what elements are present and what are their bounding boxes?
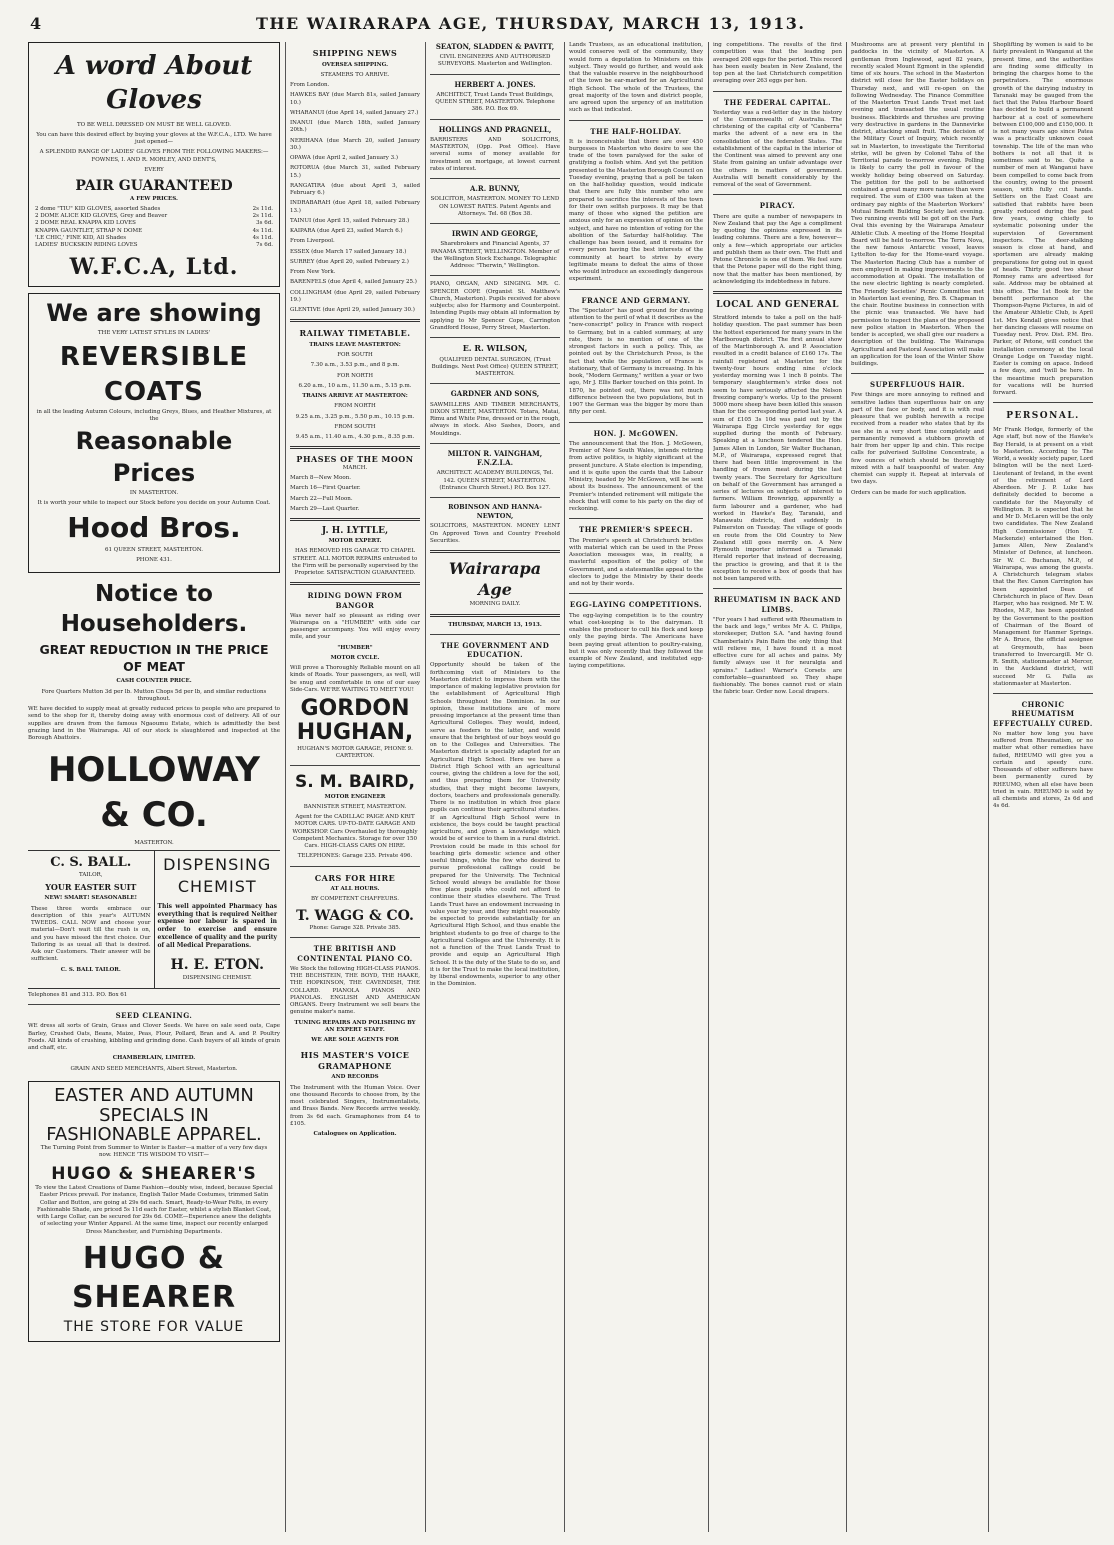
gloves-makers: A SPLENDID RANGE OF LADIES' GLOVES FROM THE FOLLOWING MAKERS:—FOWNES, I. AND R. MORLEY, AND DENT'S, [39, 149, 269, 163]
meat-text: WE have decided to supply meat at greatly reduced prices to people who are prepared to send to the shop for it, thereby doing away with enormous cost of delivery. All of our supplies are drawn from the famous Ngaoumu Estate, which is admittedly the best grazing land in the Wairarapa. All of our stock is slaughtered and inspected at the Borough Abattoirs. [28, 706, 280, 742]
wagg-phone: Phone: Garage 328. Private 385. [309, 925, 401, 932]
price-row [35, 206, 273, 213]
hood-bros-logo: Hood Bros. [67, 511, 241, 545]
wagg-name: T. WAGG & CO. [296, 907, 414, 924]
divider [290, 518, 420, 521]
price-item: KNAPPA GAUNTLET, STRAP N DOME [35, 227, 143, 234]
for-north: FOR NORTH [336, 372, 374, 379]
irwin-sub: Sharebrokers and Financial Agents, 37 PANAMA STREET, WELLINGTON. Member of the Wellington Stock Exchange. Telegraphic Address: "Therwin," Wellington. [430, 241, 560, 270]
price-value: 2s 11d. [252, 213, 273, 220]
news-column [713, 42, 842, 1537]
holloway-logo: HOLLOWAY & CO. [47, 750, 261, 836]
price-value: 2s 11d. [252, 205, 273, 212]
reduction-heading: GREAT REDUCTION IN THE PRICE OF MEAT [39, 642, 269, 674]
bunny-name: A.R. BUNNY, [470, 184, 520, 194]
divider [28, 1004, 280, 1005]
baird-phones: TELEPHONES: Garage 235. Private 496. [297, 853, 413, 860]
motor-text: Will prove a Thoroughly Reliable mount on all kinds of Roads. Your passengers, as well, will be snug and comfortable in one of our easy Side-Cars. WE'RE WAITING TO MEET YOU! [290, 665, 420, 693]
ball-name: C. S. BALL. [50, 855, 132, 871]
ship-entry: OPAWA (due April 2, sailed January 3.) [290, 155, 399, 162]
catalogues: Catalogues on Application. [313, 1131, 397, 1138]
ship-entry: GLENTIVE (due April 29, sailed January 30.) [290, 307, 415, 314]
jones-sub: ARCHITECT, Trust Lands Trust Buildings, QUEEN STREET, MASTERTON. Telephone 386. P.O. Box 69. [435, 91, 555, 113]
all-hours: AT ALL HOURS. [330, 886, 380, 893]
shipping-column [290, 42, 420, 1537]
divider [430, 550, 560, 553]
price-item: 'LE CHIC,' FINE KID, All Shades [35, 234, 127, 241]
issue-date: THURSDAY, MARCH 13, 1913. [448, 621, 542, 628]
seed-text: WE dress all sorts of Grain, Grass and Clover Seeds. We have on sale seed oats, Cape Barley, Crushed Oats, Beans, Maize, Peas, Flour, Pollard, Bran and A. and P. Poultry Foods. All kinds of crushing, kibbling and grinding done. Cash buyers of all kinds of grain and chaff, etc. [28, 1023, 280, 1052]
local-column [851, 42, 984, 1537]
divider [569, 422, 703, 423]
store-tagline: THE STORE FOR VALUE [63, 1319, 245, 1336]
ship-entry: ESSEX (due March 17 sailed January 18.) [290, 248, 407, 255]
chemist-advert [154, 851, 281, 987]
divider [993, 693, 1093, 694]
price-row [35, 235, 273, 242]
ship-list [290, 249, 420, 267]
lead-text: ing competitions. The results of the first competition was that the leading pen averaged 208 eggs for the period. This record has been easily beaten in New Zealand, the top pen at the last Christchurch competition averaging over 263 eggs per hen. [713, 42, 842, 85]
price-value: 3s 6d. [256, 220, 273, 227]
ball-new: NEW! SMART! SEASONABLE! [44, 895, 138, 902]
speech-heading: THE PREMIER'S SPEECH. [579, 525, 693, 535]
cash-price: CASH COUNTER PRICE. [116, 678, 192, 685]
for-south: FOR SOUTH [337, 352, 373, 359]
ball-trade: TAILOR, [78, 871, 103, 878]
divider [569, 593, 703, 594]
showing-heading: We are showing [46, 299, 262, 328]
local-text: Stratford intends to take a poll on the half-holiday question. The past summer has been the hottest experienced for many years in the Marlborough district. The first annual show of the Martinborough A. and P. Association resulted in a credit balance of £160 17s. The rainfall registered at Masterton for the twenty-four hours ending nine o'clock yesterday morning was 1 inch 8 points. The temporary slaughtermen's strike does not seem to have seriously affected the Nelson freezing company's works. Up to the present 5000 more sheep have been killed this season than for the corresponding period last year. A sum of £105 3s 10d was paid out by the Wairarapa Egg Circle yesterday for eggs supplied during the month of February. Speaking at a luncheon tendered the Hon. James Allen in London, Sir Walter Buchanan, M.P., of Wairarapa, expressed regret that there had been little improvement in the handling of frozen meat during the last twenty years. The Secretary for Agriculture on behalf of the Government has arranged a series of lectures on subjects of interest to farmers. William Brownrigg, apparently a farm labourer and a gardener, who had worked in Hawke's Bay, Taranaki, and Manawatu districts, died suddenly in Palmerston on Tuesday. The village of goods en route from the Old Country to New Zealand still goes merrily on. A New Plymouth importer informed a Taranaki Herald reporter that instead of decreasing, the practice is growing, and that it is the exception to receive a box of goods that has not been tampered with. [713, 315, 842, 583]
divider [430, 634, 560, 635]
superfluous-heading: SUPERFLUOUS HAIR. [870, 380, 965, 390]
bangor-heading: RIDING DOWN FROM BANGOR [307, 591, 403, 610]
divider [569, 289, 703, 290]
from-north: FROM NORTH [334, 403, 376, 410]
morning-daily: MORNING DAILY. [469, 601, 521, 608]
personal-text: Mr Frank Hodge, formerly of the Age staff, but now of the Hawke's Bay Herald, is at present on a visit to Masterton. According to The World, a weekly society paper, Lord Islington will be the next Lord-Lieutenant of Ireland, in the event of the retirement of Lord Aberdeen. Mr J. P. Luke has definitely decided to become a candidate for the Mayoralty of Wellington. It is expected that he and Mr D. McLaren will be the only two candidates. The New Zealand High Commissioner (Hon T. Mackenzie) entertained the Hon. James Allen, New Zealand's Minister of Defence, at luncheon. Sir W. C. Buchanan, M.P., of Wairarapa, was among the guests. A Christchurch telegram states that the Rev. Canon Carrington has been appointed Dean of Christchurch in place of Rev. Dean Harper, who has resigned. Mr T. W. Rhodes, M.P., has been appointed by the Government to the position of Chairman of the Board of Management for Hanmer Springs. Mr A. Bruce, the official assignee at Greymouth, has been transferred to Invercargill. Mr O. R. Smith, stationmaster at Mercer, in the Auckland district, will succeed Mr G. Falla as stationmaster at Masterton. [993, 427, 1093, 687]
divider [569, 120, 703, 121]
seed-heading: SEED CLEANING. [115, 1011, 193, 1021]
divider [713, 194, 842, 195]
sole-agents: WE ARE SOLE AGENTS FOR [311, 1037, 399, 1044]
latest-styles: THE VERY LATEST STYLES IN LADIES' [97, 330, 211, 337]
ship-entry: NERIHANA (due March 20, sailed January 30.) [290, 137, 420, 151]
gloves-heading: A word About Gloves [55, 51, 253, 116]
railway-heading: RAILWAY TIMETABLE. [299, 328, 411, 339]
divider [290, 582, 420, 585]
pair-guaranteed: PAIR GUARANTEED [75, 178, 233, 195]
newspaper-title: THE WAIRARAPA AGE, THURSDAY, MARCH 13, 1913. [256, 14, 806, 33]
dispensing-heading: DISPENSING CHEMIST [163, 855, 272, 896]
north-times: 6.20 a.m., 10 a.m., 11.50 a.m., 5.15 p.m. [298, 382, 412, 389]
federal-heading: THE FEDERAL CAPITAL. [723, 97, 832, 107]
from-south: FROM SOUTH [334, 423, 376, 430]
tuning-text: TUNING REPAIRS AND POLISHING BY AN EXPERT STAFF. [294, 1019, 416, 1033]
ship-entry: SURREY (due April 20, sailed February 2.) [290, 258, 409, 265]
wilson-sub: QUALIFIED DENTAL SURGEON, (Trust Buildings. Next Post Office) QUEEN STREET, MASTERTON. [431, 356, 559, 378]
chauffeurs: BY COMPETENT CHAFFEURS. [310, 896, 400, 903]
moon-list [290, 475, 420, 513]
baird-sub: MOTOR ENGINEER [324, 793, 386, 800]
chamberlain-name: CHAMBERLAIN, LIMITED. [112, 1055, 196, 1062]
chronic-heading: CHRONIC RHEUMATISM EFFECTUALLY CURED. [993, 700, 1093, 728]
column-rule [846, 42, 847, 1532]
divider [430, 74, 560, 75]
from-london: From London. [290, 82, 330, 89]
eton-sub: DISPENSING CHEMIST. [182, 974, 252, 981]
from-liverpool: From Liverpool. [290, 238, 335, 245]
from-new-york: From New York. [290, 269, 336, 276]
piracy-heading: PIRACY. [759, 201, 796, 211]
divider [569, 518, 703, 519]
price-item: 2 DOME ALICE KID GLOVES, Grey and Beaver [35, 213, 168, 220]
divider [713, 291, 842, 294]
from-north-times: 9.25 a.m., 3.25 p.m., 5.50 p.m., 10.15 p.m. [295, 413, 415, 420]
divider [430, 275, 560, 276]
worth-text: It is worth your while to inspect our Stock before you decide on your Autumn Coat. [37, 500, 271, 507]
humber-label: "HUMBER" [337, 644, 373, 651]
column-rule [708, 42, 709, 1532]
ball-suit: YOUR EASTER SUIT [45, 881, 137, 892]
price-list [35, 206, 273, 250]
colours-text: in all the leading Autumn Colours, including Greys, Blues, and Heather Mixtures, at the [36, 408, 272, 423]
vaingham-sub: ARCHITECT. ACADEMY BUILDINGS, Tel. 142. QUEEN STREET, MASTERTON. (Entrance Church Street.) P.O. Box 127. [436, 470, 554, 491]
professional-column [430, 42, 560, 1537]
lead-text: Lands Trustees, as an educational institution, would conserve well of the community, they would form a deputation to Ministers on this subject. They would go further, and would ask that the valuable reserve in the neighbourhood of the town be ear-marked for an Agricultural High School. The whole of the Trustees, the great majority of the town and district people, are agreed upon the urgency of an institution such as that indicated. [569, 42, 703, 114]
reversible-coats: REVERSIBLE COATS [59, 342, 249, 407]
shipping-heading: SHIPPING NEWS [312, 48, 398, 58]
price-item: 2 DOME REAL KNAPPA KID LOVES [35, 220, 136, 227]
chemist-text: This well appointed Pharmacy has everything that is required Neither expense nor labour is spared in order to exercise and ensure excellence of quality and the purity of all Medical Preparations. [157, 902, 277, 950]
column-rule [285, 42, 286, 1532]
price-value: 4s 11d. [252, 227, 273, 234]
gardner-sub: SAWMILLERS AND TIMBER MERCHANTS, DIXON STREET, MASTERTON. Totara, Matai, Rimu and White Pine, dressed or in the rough, always in stock. Also Sashes, Doors, and Mouldings. [430, 401, 560, 437]
moon-phase: March 22—Full Moon. [290, 495, 353, 502]
eton-name: H. E. ETON. [170, 957, 264, 974]
meat-advert [28, 579, 280, 848]
divider [430, 614, 560, 617]
divider [713, 91, 842, 92]
moon-phase: March 8—New Moon. [290, 475, 351, 482]
moon-phase: March 29—Last Quarter. [290, 505, 360, 512]
reasonable-prices: Reasonable Prices [75, 427, 233, 488]
divider [290, 937, 420, 938]
motor-cycle: MOTOR CYCLE. [330, 654, 380, 661]
baird-agent: Agent for the CADILLAC PAIGE AND KRIT MOTOR CARS. UP-TO-DATE GARAGE AND WORKSHOP. Cars Overhauled by thoroughly Competent Mechanics. Storage for over 150 Cars. HIGH-CLASS CARS ON HIRE. [292, 814, 418, 850]
piracy-text: There are quite a number of newspapers in New Zealand that pay the Age a compliment by quoting the opinions expressed in its leading columns. There are a few, however—only a few—which appropriate our articles and publish them as their own. The Hutt and Petone Chronicle is one of them. We feel sure that the Petone paper will do the right thing, now that the matter has been mentioned, by acknowledging its indebtedness in future. [713, 213, 842, 285]
few-prices: A FEW PRICES. [130, 195, 178, 202]
divider [430, 443, 560, 444]
baird-address: BANNISTER STREET, MASTERTON. [303, 803, 407, 810]
trains-leave: TRAINS LEAVE MASTERTON: [309, 341, 401, 348]
gloves-tagline: TO BE WELL DRESSED ON MUST BE WELL GLOVED. [76, 121, 232, 128]
vaingham-name: MILTON R. VAINGHAM, F.N.Z.I.A. [447, 448, 543, 468]
column-rule [988, 42, 989, 1532]
superfluous-extra: Orders can be made for such application. [851, 489, 967, 496]
page-number: 4 [30, 14, 43, 33]
from-south-times: 9.45 a.m., 11.40 a.m., 4.30 p.m., 8.35 p.m. [295, 434, 415, 441]
easter-heading: EASTER AND AUTUMN SPECIALS IN FASHIONABLE APPAREL. [46, 1084, 262, 1146]
ball-chemist-split [28, 850, 280, 988]
gloves-text: You can have this desired effect by buying your gloves at the W.F.C.A., LTD. We have just opened— [36, 131, 272, 146]
ship-entry: INDRABARAH (due April 18, sailed February 13.) [290, 200, 420, 214]
rheumatism-text: "For years I had suffered with Rheumatism in the back and legs," writes Mr A. C. Philips, storekeeper, Dutton S.A. "and having found Chamberlain's Pain Balm the only thing that will relieve me, I have found it a most effective cure for all aches and pains. My family always use it for neuralgia and sprains." Ladies! Warner's Corsets are comfortable—guaranteed so. They shape fashionably. The bones cannot rust or stain the fabric tear. Order now. Local drapers. [713, 616, 842, 696]
ship-list [290, 92, 420, 235]
divider [290, 319, 420, 322]
notice-heading: Notice to Householders. [60, 580, 248, 638]
ship-entry: WHARANUI (due April 14, sailed January 27.) [290, 109, 419, 116]
price-row [35, 228, 273, 235]
trains-arrive: TRAINS ARRIVE AT MASTERTON: [302, 393, 408, 400]
ball-signature: C. S. BALL TAILOR. [60, 966, 121, 973]
south-times: 7.30 a.m., 3.53 p.m., and 8 p.m. [310, 362, 400, 369]
wfca-logo: W.F.C.A, Ltd. [69, 254, 239, 281]
egg-heading: EGG-LAYING COMPETITIONS. [569, 600, 703, 610]
ship-entry: COLLINGHAM (due April 29, sailed February 19.) [290, 289, 420, 303]
lyttle-heading: J. H. LYTTLE, [321, 526, 389, 537]
advert-column [28, 42, 280, 1537]
ship-entry: RANGATIRA (due about April 3, sailed February 6.) [290, 182, 420, 197]
gloves-advert [28, 42, 280, 287]
divider [430, 223, 560, 224]
ball-advert [28, 851, 154, 987]
bangor-text: Was never half so pleasant as riding over Wairarapa on a "HUMBER" with side car passenger accompany. You will enjoy every mile, and your [290, 612, 420, 641]
mcgowen-heading: HON. J. McGOWEN. [593, 428, 679, 438]
steamers-heading: STEAMERS TO ARRIVE. [320, 71, 390, 78]
ship-entry: BARENFELS (due April 4, sailed January 25.) [290, 279, 417, 286]
moon-phase: March 16—First Quarter. [290, 485, 361, 492]
cars-heading: CARS FOR HIRE [314, 872, 396, 883]
lead-text: Mushrooms are at present very plentiful in paddocks in the vicinity of Masterton. A gentleman from Inglewood, aged 82 years, recently scaled Mount Egmont in the splendid time of six hours. The school in the Masterton district will close for the Easter holidays on Thursday next, and will re-open on the following Wednesday. The Finance Committee of the Masterton Trust Lands Trust met last evening and transacted the usual routine business. Blackbirds and thrushes are proving very destructive in gardens in the Dannevirke district, attacking small fruit. The decision of the Military Court of Inquiry, which recently sat in Masterton, to investigate the Territorial strike, will be given by Colonel Tahu of the Territorial parade to-morrow evening. Polling is likely to carry the poll in favour of the weekly holiday being observed on Saturday. The petition for the poll to be authorised contained a great many more names than were required. The sum of £300 was taken at the ordinary pay nights of the Masterton Workers' Mutual Benefit Building Society last evening. Two running events will be got off on the Park Oval this evening by the Wairarapa Amateur Athletic Club. A meeting of the Home Hospital Board will be held to-morrow. The Terra Nova, the new famous Antarctic vessel, leaves Lyttelton to-day for the Home-ward voyage. The Masterton Racing Club has a number of men employed in making improvements to the accommodation at Opaki. The installation of the new electric lighting is nearly completed. The Friendly Societies' Picnic Committee met in Masterton last evening, Bro. B. Chapman in the chair. Routine business in connection with the picnic was transacted. We have had permission to inspect the plans of the proposed new police station in Masterton. When the tender is accepted, we shall give our readers a description of the building. The Wairarapa Agricultural and Pastoral Association will make an application for the loan of the Winter Show buildings. [851, 42, 984, 367]
local-heading: LOCAL AND GENERAL [716, 300, 839, 311]
mcgowen-text: The announcement that the Hon. J. McGowen, Premier of New South Wales, intends retiring from active politics, is highly significant at the present juncture. A State election is impending, and it is quite upon the cards that the Labour Ministry, headed by Mr McGowen, will be sent about its business. The announcement of the Premier's intended retirement will mitigate the shock that will come to his party on the day of reckoning. [569, 440, 703, 513]
ship-entry: INANUI (due March 18th, sailed January 20th.) [290, 120, 420, 134]
piano-teacher: PIANO, ORGAN, AND SINGING. MR. C. SPENCER COPE (Organist St. Matthew's Church, Masterton). Pupils received for above subjects; also for Harmony and Counterpoint. Intending Pupils may obtain all information by applying to Mr Spencer Cope, Carrington Grandford House, Perry Street, Masterton. [430, 281, 560, 331]
newspaper-flag: Wairarapa Age [448, 559, 542, 600]
piano-heading: THE BRITISH AND CONTINENTAL PIANO CO. [297, 944, 413, 963]
egg-text: The egg-laying competition is to the country what cost-keeping is to the dairyman. It enables the producer to cull his flock and keep only the paying birds. The Americans have been paying great attention to poultry-raising, but it was only recently that they followed the example of New Zealand, and instituted egg-laying competitions. [569, 612, 703, 670]
price-value: 7s 6d. [256, 242, 273, 249]
gloves-every: EVERY [144, 166, 164, 173]
france-text: The "Spectator" has good ground for drawing attention to the peril of what it describes as the "new-conscript" policy in France with respect to Germany, but in a cabled summary, at any rate, there is no mention of one of the strongest factors in such a policy. This, as pointed out by the Christchurch Press, is the fact that while the population of France is stationary, that of Germany is increasing. In his book, "Modern Germany," written a year or two ago, Mr J. Ellis Barker touched on this point. In 1870, he pointed out, there was not much difference between the two populations, but in 1907 the German was the bigger by more than fifty per cent. [569, 307, 703, 416]
half-holiday-text: It is inconceivable that there are over 450 burgesses in Masterton who desire to see the trade of the town paralysed for the sake of gratifying a foolish whim. And yet the petition presented to the Masterton Borough Council on Tuesday evening, praying that a poll be taken on the half-holiday question, would indicate that there are fully this number who are prepared to sacrifice the interests of the town for their own selfish purposes. It may be that many of those who signed the petition are anxious only for an expression of opinion on the subject, and have no intention of voting for the abolition of the Saturday half-holiday. The challenge has been issued, and it remains for every person having the best interests of the community at heart to strive by every legitimate means to defeat the aims of those who would introduce an exceedingly dangerous experiment. [569, 138, 703, 283]
price-value: 4s 11d. [252, 234, 273, 241]
robinson-sub: SOLICITORS, MASTERTON. MONEY LENT On Approved Town and Country Freehold Securities. [430, 523, 560, 544]
ball-text: These three words embrace our description of this year's AUTUMN TWEEDS. CALL NOW and choose your material—Don't wait till the rush is on, and you have missed the first choice. Our Tailoring is as usual all that is desired. Ask our Customers. Their answer will be sufficient. [31, 905, 151, 963]
france-heading: FRANCE AND GERMANY. [581, 295, 691, 305]
hollings-name: HOLLINGS AND PRAGNELL, [438, 124, 552, 134]
gov-text: Opportunity should be taken of the forthcoming visit of Ministers to the Masterton district to impress them with the importance of making legislative provision for the establishment of Agricultural High Schools throughout the Dominion. In our opinion, these institutions are of more pressing importance at the present time than Agricultural Colleges. They would, indeed, serve as feeders to the latter, and would ensure that the brightest of our boys would go on to the Colleges and Universities. The Masterton district is specially adapted for an Agricultural High School. Here we have a District High School with an agricultural course, giving the children a love for the soil, and thus preparing them for University studies, that they might become lawyers, doctors, teachers and professionals generally. There is no institution in which free place pupils can continue their agricultural studies. If an Agricultural High School were in existence, the boys could be taught practical agriculture, and given a knowledge which would be of service to them in a rural district. Provision could be made in this school for teaching girls domestic science and other useful things, while the few who desired to pursue professional callings could be prepared for the University. The Technical School would always be available for those free place pupils who could not afford to continue their studies elsewhere. The Trust Lands Trust have an endowment increasing in value year by year, and they might reasonably be expected to provide substantially for an Agricultural High School, and thus enable the brightest students to go free of charge to the Agricultural Colleges and the University. It is not a function of the Trust Lands Trust to provide and equip an Agricultural High School. It is the duty of the State to do so, and it is for the Trust to make the local institution, by liberal endowments, superior to any other in the Dominion. [430, 662, 560, 988]
divider [993, 402, 1093, 403]
chronic-text: No matter how long you have suffered from Rheumatism, or no matter what other remedies have failed, RHEUMO will give you a certain and speedy cure. Thousands of other sufferers have been permanently cured by RHEUMO, when all else have been tried in vain. RHEUMO is sold by all chemists and stores, 2s 6d and 4s 6d. [993, 730, 1093, 810]
ship-entry: KAIPARA (due April 23, sailed March 6.) [290, 228, 403, 235]
his-masters-voice: HIS MASTER'S VOICE GRAMAPHONE [300, 1050, 410, 1071]
easter-text: The Turning Point from Summer to Winter is Easter—a matter of a very few days now. HENCE 'TIS WISDOM TO VISIT— [40, 1145, 268, 1159]
in-masterton: IN MASTERTON. [129, 489, 179, 496]
divider [430, 337, 560, 338]
divider [290, 765, 420, 766]
column-rule [564, 42, 565, 1532]
divider [713, 588, 842, 589]
price-item: LADIES' BUCKSKIN RIDING LOVES [35, 242, 138, 249]
baird-name: S. M. BAIRD, [294, 772, 415, 793]
divider [290, 446, 420, 449]
hugo-heading: HUGO & SHEARER'S [51, 1163, 257, 1184]
divider [430, 178, 560, 179]
column-rule [425, 42, 426, 1532]
chamberlain-sub: GRAIN AND SEED MERCHANTS, Albert Street, Masterton. [70, 1065, 238, 1072]
hood-phone: PHONE 431. [136, 557, 172, 564]
ship-list [290, 279, 420, 314]
gordon-hughan: GORDON HUGHAN, [296, 696, 414, 746]
personal-heading: PERSONAL. [1006, 411, 1080, 422]
hugo-text: To view the Latest Creations of Dame Fashion—doubly wise, indeed, because Special Easter Prices prevail. For instance, English Tailor Made Costumes, trimmed Satin Collar and Button, are going at 29s 6d each. Smart, Ready-to-Wear Felts, in every Fashionable Shade, are priced 5s 11d each for Easter, whilst a stylish Blanket Coat, with Large Collar, can be secured for 29s 6d. COME—Experience anew the delights of selecting your Winter Apparel. At the same time, inspect our recently enlarged Dress Manchester, and Furnishing Departments. [35, 1185, 273, 1235]
coats-advert [28, 293, 280, 572]
moon-heading: PHASES OF THE MOON [296, 454, 414, 465]
fore-quarters: Fore Quarters Mutton 3d per lb. Mutton Chops 5d per lb, and similar reductions throughout. [41, 688, 267, 702]
editorial-column [569, 42, 703, 1537]
price-row [35, 220, 273, 227]
price-item: 2 dome "TIU" KID GLOVES, assorted Shades [35, 205, 161, 212]
superfluous-text: Few things are more annoying to refined and sensitive ladies than superfluous hair on any part of the face or body, and it is with real pleasure that we publish herewith a recipe received from a reader who states that by its use she in a very short time completely and permanently removed a stubborn growth of hair from her upper lip and chin. This recipe calls for pulverised Sulfoline Concentrate, a few ounces of which should be thoroughly mixed with a half teaspoonful of water. Any chemist can supply it. Repeat at intervals of two days. [851, 392, 984, 486]
wilson-name: E. R. WILSON, [462, 343, 528, 354]
ship-entry: ROTORUA (due March 31, sailed February 15.) [290, 165, 420, 179]
gardner-name: GARDNER AND SONS, [450, 389, 540, 399]
robinson-name: ROBINSON AND HANNA-NEWTON, [448, 503, 542, 520]
overseas-heading: OVERSEA SHIPPING. [321, 61, 389, 68]
seaton-sub: CIVIL ENGINEERS AND AUTHORISED SURVEYORS. Masterton and Wellington. [437, 54, 553, 68]
price-row [35, 242, 273, 249]
hollings-sub: BARRISTERS AND SOLICITORS, MASTERTON, (Opp. Post Office). Have several sums of money available for investment on mortgage, at lowest current rates of interest. [430, 136, 560, 172]
ship-entry: HAWKES BAY (due March 81s, sailed January 10.) [290, 92, 420, 106]
lyttle-text: HAS REMOVED HIS GARAGE TO CHAPEL STREET. ALL MOTOR REPAIRS entrusted to the Firm will be personally supervised by the Proprietor. SATISFACTION GUARANTEED. [291, 548, 419, 577]
divider [290, 866, 420, 867]
masthead [30, 14, 1090, 36]
irwin-name: IRWIN AND GEORGE, [451, 229, 539, 239]
bunny-sub: SOLICITOR, MASTERTON. MONEY TO LEND ON LOWEST RATES. Patent Agents and Attorneys. Tel. 68 (Box 38. [430, 196, 560, 217]
half-holiday-heading: THE HALF-HOLIDAY. [590, 126, 682, 136]
gordon-sub: HUGHAN'S MOTOR GARAGE, PHONE 9. CARTERTON. [297, 745, 413, 759]
ship-entry: TAINUI (due April 15, sailed February 28.) [290, 217, 410, 224]
divider [851, 373, 984, 374]
lead-text: Shoplifting by women is said to be fairly prevalent in Wanganui at the present time, and the authorities are finding some difficulty in bringing the charges home to the perpetrators. The enormous growth of the dairying industry in Taranaki may be gauged from the fact that the Patea Harbour Board has decided to build a permanent harbour at a cost of somewhere between £100,000 and £150,000. It is not many years ago since Patea was a practically unknown coast township. The life of the man who bothers is not all that it is sometimes said to be. Quite a number of men at Wanganui have been compelled to come back from the country, owing to the present season, with fully cut hands. Settlers on the East Coast are satisfied that rabbits have been greatly reduced during the past few years, owing chiefly to systematic poisoning under the supervision of Government inspectors. The deer-stalking season is close at hand, and sportsmen are already making preparations for going out in quest of heads. Thirty good two shear Romney rams are advertised for sale. Address may be obtained at this office. The 1st Book for the benefit performance at the Thompson-Payne Pictures, in aid of the Amateur Athletic Club, is April 1st. Mrs Kendall gives notice that her dancing classes will resume on Tuesday next. Prov. Dist. P.M. Bro. Parker, of Petone, will conduct the installation ceremony at the local Orange Lodge on Tuesday night. Easter is coming on apace. Indeed a few days, and 'twill be here. In the meantime much preparation for vacations will be hurried forward. [993, 42, 1093, 396]
hood-address: 61 QUEEN STREET, MASTERTON. [105, 547, 203, 554]
lyttle-motor: MOTOR EXPERT. [328, 538, 382, 545]
holloway-address: MASTERTON. [134, 840, 174, 847]
march-label: MARCH. [342, 464, 368, 471]
records-heading: AND RECORDS [331, 1074, 379, 1081]
divider [430, 119, 560, 120]
jones-name: HERBERT A. JONES. [454, 79, 536, 89]
piano-text: We Stock the following HIGH-CLASS PIANOS. THE BECHSTEIN, THE BOYD, THE HAAKE, THE HOPKINSON, THE CAVENDISH, THE COLLARD. PIANOLA PIANOS AND PIANOLAS. ENGLISH AND AMERICAN ORGANS. Every Instrument we sell bears the genuine maker's name. [290, 965, 420, 1016]
gov-heading: THE GOVERNMENT AND EDUCATION. [440, 640, 550, 660]
rheumatism-heading: RHEUMATISM IN BACK AND LIMBS. [714, 595, 841, 614]
speech-text: The Premier's speech at Christchurch bristles with material which can be used in the Press Association messages was, in reality, a masterful exposition of the policy of the Government, and a statesmanlike appeal to the electors to judge the Ministry by their deeds and not by their words. [569, 537, 703, 588]
federal-text: Yesterday was a red-letter day in the history of the Commonwealth of Australia. The christening of the capital city of "Canberra" marks the advent of a new era in the consolidation of the federated States. The establishment of the capital in the interior of the Continent was aimed to prevent any one State from gaining an unfair advantage over the others in matters of government. Australia will benefit considerably by the removal of the seat of Government. [713, 109, 842, 189]
divider [430, 497, 560, 498]
records-text: The Instrument with the Human Voice. Over one thousand Records to choose from, by the most celebrated Singers, Instrumentalists, and Brass Bands. New Records arrive weekly. from 3s 6d each. Gramaphones from £4 to £105. [290, 1084, 420, 1127]
hugo-logo: HUGO & SHEARER [71, 1240, 237, 1316]
personal-column [993, 42, 1093, 1537]
price-row [35, 213, 273, 220]
divider [430, 383, 560, 384]
seaton-name: SEATON, SLADDEN & PAVITT, [435, 42, 555, 51]
hugo-advert [28, 1081, 280, 1342]
eton-phone: Telephones 81 and 313. P.O. Box 61 [28, 991, 128, 998]
